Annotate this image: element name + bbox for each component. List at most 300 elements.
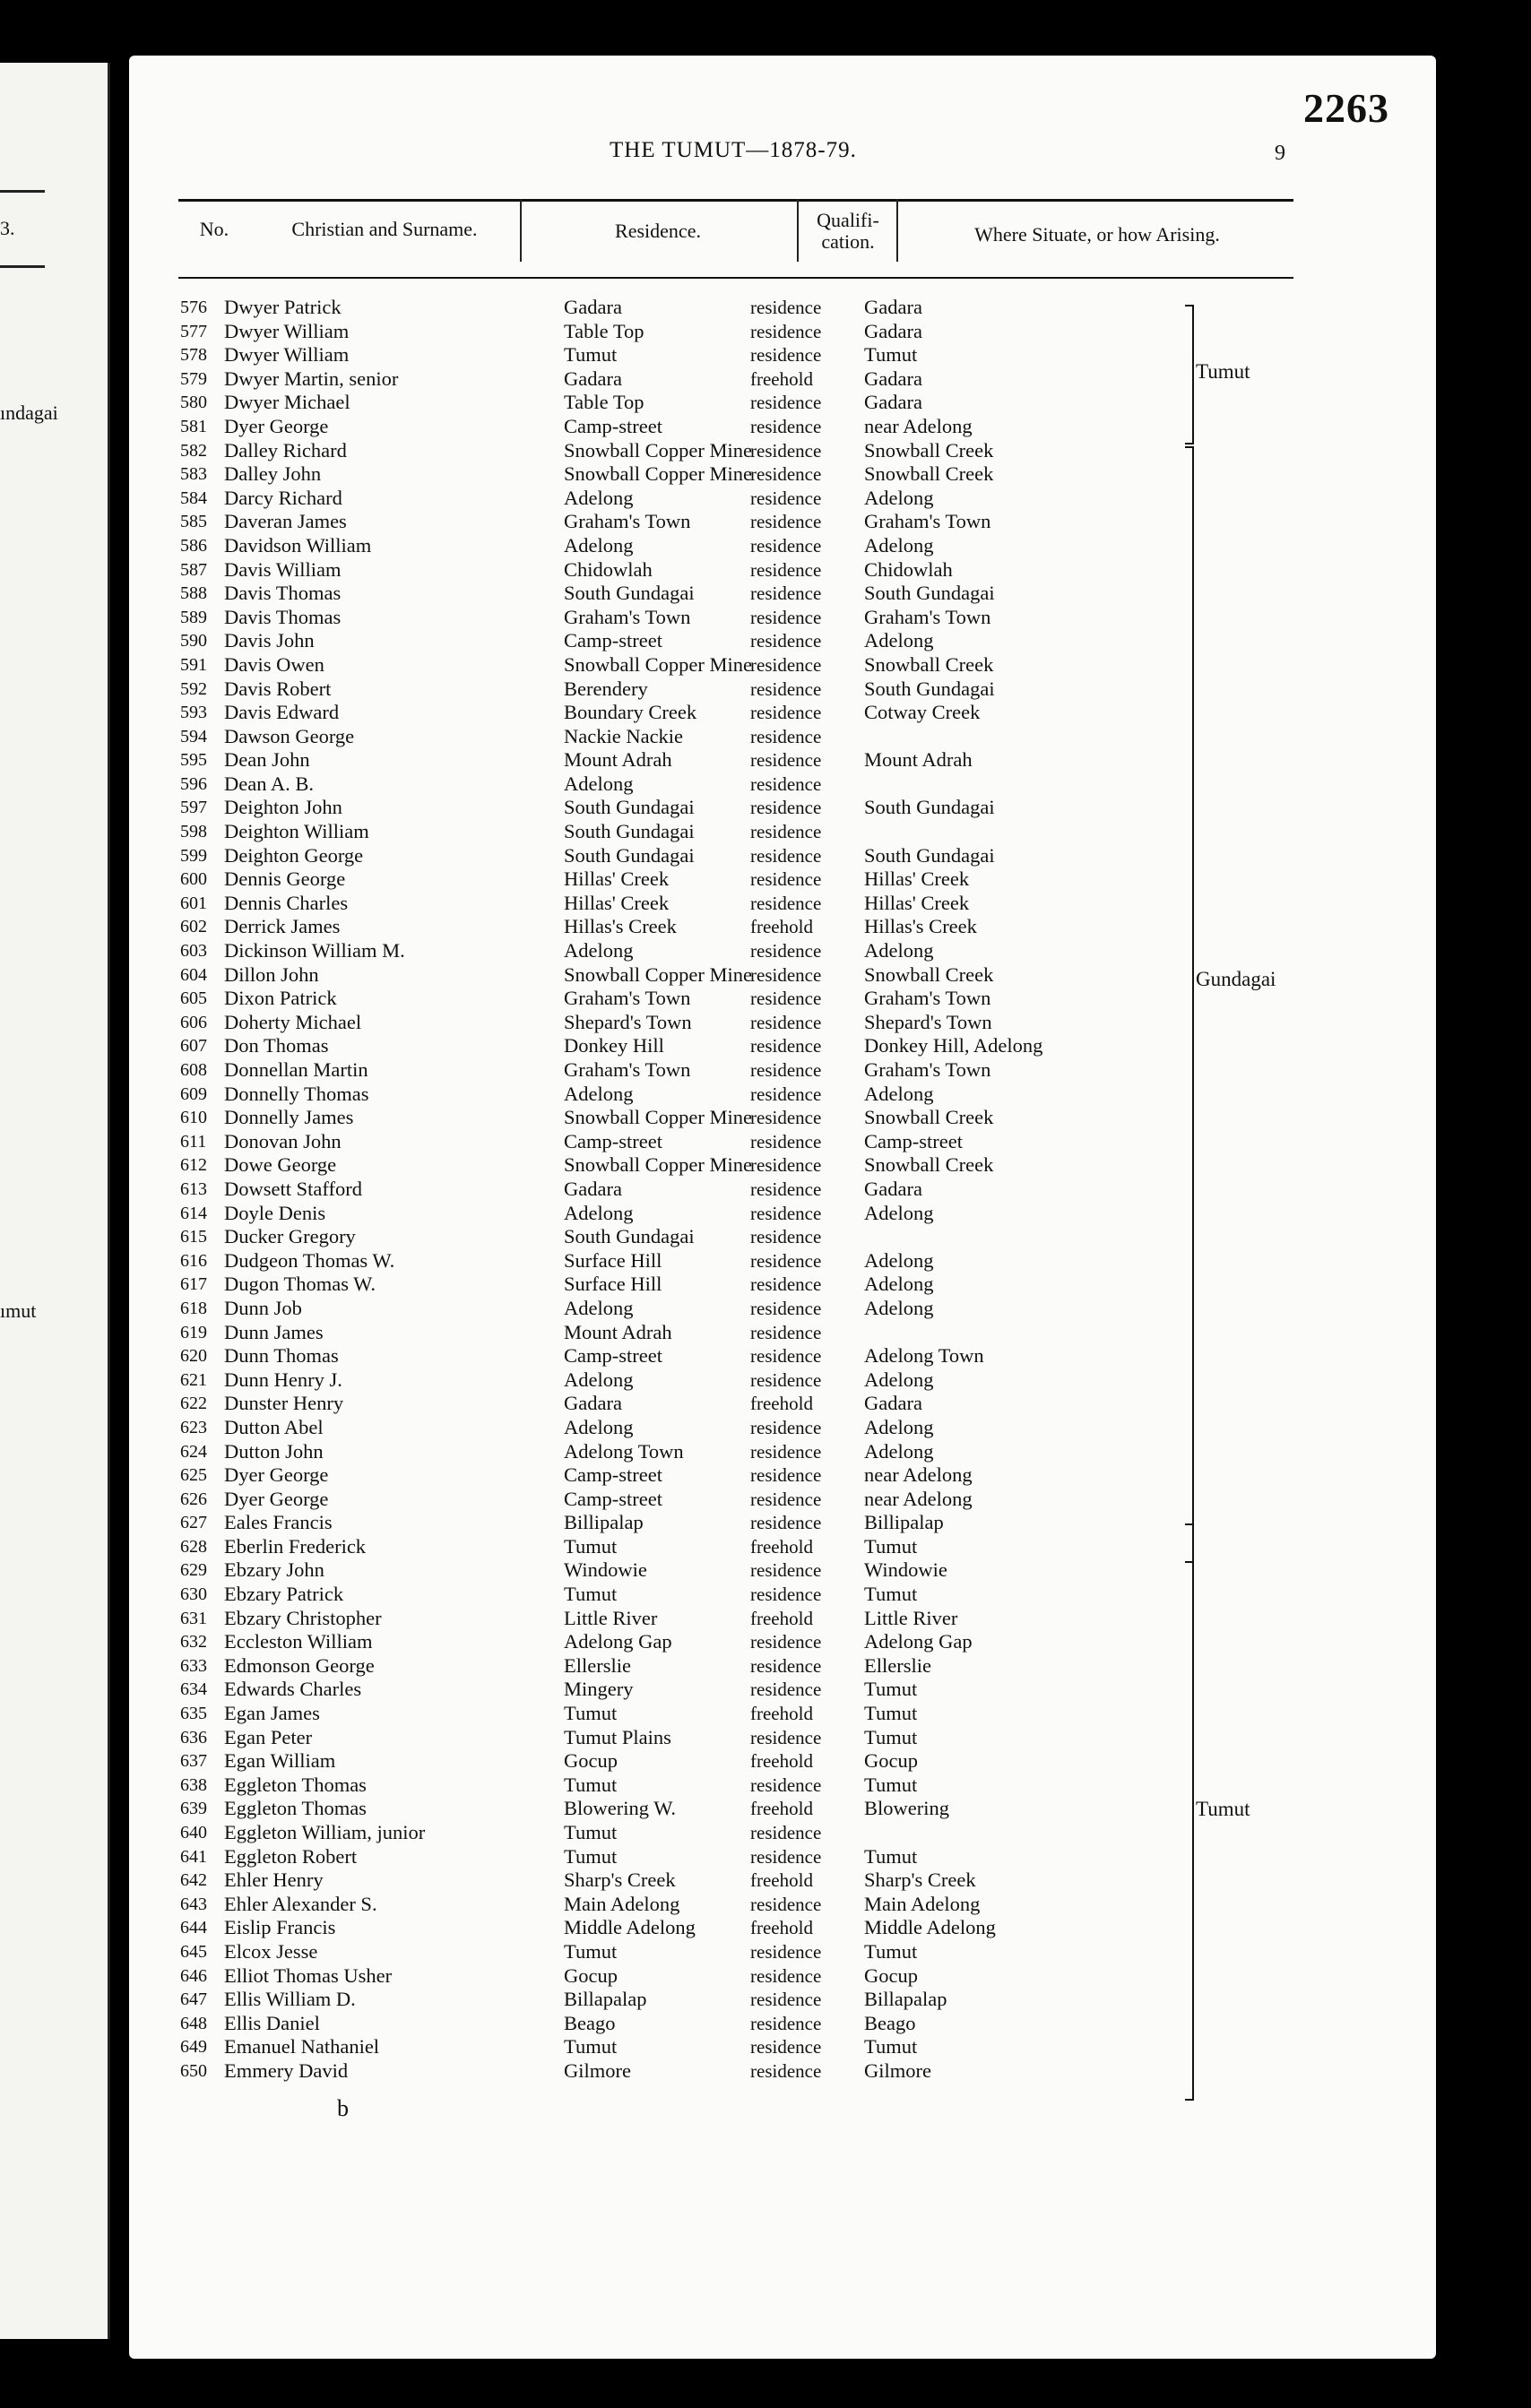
table-row (178, 1821, 1293, 1845)
entry-residence: Little River (564, 1606, 658, 1629)
entry-number: 608 (180, 1060, 207, 1080)
bracket-line (1185, 305, 1194, 444)
table-row (178, 1321, 1293, 1345)
entry-residence: Mount Adrah (564, 748, 672, 772)
entry-where-situate: Tumut (864, 1844, 918, 1868)
entry-residence: Tumut (564, 1583, 618, 1606)
entry-qualification: freehold (750, 1703, 813, 1725)
entry-qualification: residence (750, 963, 822, 986)
entry-name: Dyer George (224, 1463, 329, 1487)
entry-residence: Tumut (564, 2035, 618, 2058)
entry-qualification: residence (750, 1011, 822, 1033)
entry-where-situate: Snowball Creek (864, 1106, 994, 1129)
entry-qualification: residence (750, 1631, 822, 1653)
entry-name: Davis Robert (224, 677, 332, 700)
table-row (178, 1368, 1293, 1393)
entry-qualification: freehold (750, 1607, 813, 1629)
table-row (178, 1392, 1293, 1416)
table-row (178, 1130, 1293, 1154)
table-row (178, 1034, 1293, 1058)
entry-where-situate: Adelong (864, 533, 934, 557)
entry-number: 592 (180, 678, 207, 699)
entry-name: Derrick James (224, 915, 341, 938)
entry-where-situate: South Gundagai (864, 843, 995, 867)
table-row (178, 1964, 1293, 1989)
entry-number: 618 (180, 1298, 207, 1318)
entry-number: 582 (180, 440, 207, 461)
table-row (178, 1583, 1293, 1607)
entry-name: Eggleton Thomas (224, 1773, 367, 1796)
entry-where-situate: Adelong (864, 1439, 934, 1463)
column-divider (896, 199, 898, 262)
entry-qualification: residence (750, 725, 822, 747)
entry-qualification: residence (750, 1297, 822, 1319)
table-row (178, 1988, 1293, 2012)
entry-name: Deighton George (224, 843, 364, 867)
entry-where-situate: Camp-street (864, 1129, 963, 1152)
entry-residence: Tumut (564, 343, 618, 367)
column-header-residence: Residence. (615, 220, 701, 242)
entry-qualification: freehold (750, 367, 813, 390)
entry-number: 588 (180, 583, 207, 604)
entry-number: 625 (180, 1465, 207, 1486)
entry-where-situate: Hillas's Creek (864, 915, 977, 938)
entry-qualification: residence (750, 1249, 822, 1272)
entry-name: Doyle Denis (224, 1201, 326, 1224)
entry-qualification: residence (750, 344, 822, 367)
entry-residence: Snowball Copper Mine (564, 1153, 752, 1177)
entry-qualification: residence (750, 2012, 822, 2034)
entry-residence: Donkey Hill (564, 1034, 664, 1057)
left-page-fragment: 3. (0, 217, 15, 239)
entry-residence: Table Top (564, 319, 644, 342)
entry-where-situate: Adelong (864, 1296, 934, 1319)
entry-residence: Tumut (564, 1773, 618, 1796)
entry-where-situate: Tumut (864, 2035, 918, 2058)
entry-where-situate: Gadara (864, 391, 922, 414)
entry-qualification: residence (750, 1226, 822, 1248)
entry-number: 624 (180, 1441, 207, 1462)
entry-where-situate: Chidowlah (864, 557, 953, 581)
entry-residence: Camp-street (564, 1129, 662, 1152)
entry-qualification: residence (750, 1488, 822, 1510)
entry-where-situate: Tumut (864, 1678, 918, 1701)
entry-qualification: residence (750, 821, 822, 843)
table-row (178, 748, 1293, 772)
entry-qualification: freehold (750, 1869, 813, 1892)
entry-number: 637 (180, 1751, 207, 1772)
entry-qualification: residence (750, 558, 822, 581)
entry-name: Dunn Job (224, 1296, 302, 1319)
table-row (178, 796, 1293, 820)
entry-residence: Tumut (564, 1702, 618, 1725)
table-row (178, 820, 1293, 844)
entry-qualification: residence (750, 1130, 822, 1152)
table-row (178, 1774, 1293, 1798)
entry-residence: Graham's Town (564, 510, 691, 533)
entry-qualification: residence (750, 1822, 822, 1843)
entry-number: 641 (180, 1846, 207, 1867)
entry-number: 600 (180, 869, 207, 890)
entry-residence: Hillas' Creek (564, 891, 670, 914)
entry-number: 589 (180, 607, 207, 627)
entry-qualification: residence (750, 1321, 822, 1343)
entry-residence: Gadara (564, 296, 622, 318)
entry-residence: Tumut (564, 1844, 618, 1868)
entry-number: 643 (180, 1894, 207, 1914)
entry-qualification: residence (750, 1083, 822, 1105)
table-row (178, 582, 1293, 606)
entry-number: 598 (180, 822, 207, 842)
entry-name: Davis John (224, 629, 315, 652)
table-row (178, 1558, 1293, 1583)
entry-where-situate: Windowie (864, 1558, 947, 1582)
entry-where-situate: South Gundagai (864, 677, 995, 700)
table-row (178, 1869, 1293, 1893)
entry-residence: Ellerslie (564, 1653, 631, 1677)
entry-number: 594 (180, 726, 207, 747)
entry-name: Ehler Alexander S. (224, 1892, 377, 1915)
entry-number: 581 (180, 416, 207, 436)
table-row (178, 462, 1293, 487)
table-row (178, 2035, 1293, 2059)
entry-name: Dowsett Stafford (224, 1177, 362, 1200)
entry-residence: Gadara (564, 367, 622, 390)
table-row (178, 2059, 1293, 2084)
entry-name: Dawson George (224, 724, 355, 747)
table-row (178, 1273, 1293, 1297)
entry-residence: Graham's Town (564, 605, 691, 628)
table-row (178, 963, 1293, 988)
entry-qualification: residence (750, 1416, 822, 1438)
entry-name: Dunster Henry (224, 1392, 344, 1415)
entry-where-situate: Tumut (864, 1583, 918, 1606)
bracket-line (1185, 1523, 1194, 2101)
entry-number: 590 (180, 631, 207, 652)
table-row (178, 1940, 1293, 1964)
entry-where-situate: Gadara (864, 367, 922, 390)
entry-number: 609 (180, 1083, 207, 1104)
entry-number: 576 (180, 298, 207, 317)
entry-residence: Adelong (564, 1368, 634, 1391)
table-row (178, 1463, 1293, 1488)
document-page (129, 56, 1436, 2359)
entry-qualification: freehold (750, 1917, 813, 1939)
entry-number: 596 (180, 773, 207, 794)
entry-number: 583 (180, 464, 207, 485)
entry-name: Eggleton Robert (224, 1844, 358, 1868)
entry-number: 603 (180, 941, 207, 962)
table-row (178, 1011, 1293, 1035)
entry-number: 595 (180, 750, 207, 771)
table-row (178, 1440, 1293, 1464)
table-row (178, 1178, 1293, 1202)
entry-number: 627 (180, 1513, 207, 1533)
entry-number: 638 (180, 1774, 207, 1795)
entry-where-situate: Adelong Town (864, 1344, 984, 1368)
table-row (178, 678, 1293, 702)
entry-where-situate: Gadara (864, 1392, 922, 1415)
entry-qualification: residence (750, 1107, 822, 1129)
entry-number: 578 (180, 345, 207, 366)
entry-number: 639 (180, 1799, 207, 1819)
table-row (178, 1249, 1293, 1273)
entry-name: Dillon John (224, 962, 319, 986)
table-row (178, 867, 1293, 892)
entry-residence: South Gundagai (564, 843, 695, 867)
entry-name: Egan James (224, 1702, 320, 1725)
entry-qualification: residence (750, 988, 822, 1010)
entry-residence: Adelong (564, 1201, 634, 1224)
entry-name: Elcox Jesse (224, 1939, 318, 1963)
entry-residence: Beago (564, 2011, 616, 2034)
table-row (178, 1083, 1293, 1107)
table-row (178, 320, 1293, 344)
table-row (178, 510, 1293, 534)
entry-number: 634 (180, 1679, 207, 1700)
entry-qualification: residence (750, 1440, 822, 1463)
entry-name: Ehler Henry (224, 1869, 324, 1892)
entry-residence: Table Top (564, 391, 644, 414)
entry-name: Dunn Henry J. (224, 1368, 342, 1391)
entry-number: 577 (180, 321, 207, 341)
entry-name: Dutton John (224, 1439, 324, 1463)
entry-name: Elliot Thomas Usher (224, 1964, 393, 1987)
entry-name: Dunn Thomas (224, 1344, 339, 1368)
entry-residence: South Gundagai (564, 796, 695, 819)
entry-where-situate: Sharp's Creek (864, 1869, 976, 1892)
entry-number: 597 (180, 798, 207, 818)
entry-name: Dwyer William (224, 319, 350, 342)
entry-name: Dean John (224, 748, 310, 772)
entry-name: Davis Thomas (224, 605, 342, 628)
entry-qualification: residence (750, 463, 822, 486)
entry-qualification: residence (750, 392, 822, 414)
entry-where-situate: Hillas' Creek (864, 891, 970, 914)
entry-residence: Adelong (564, 1415, 634, 1438)
entry-name: Ebzary Christopher (224, 1606, 382, 1629)
entry-name: Deighton William (224, 820, 369, 843)
entry-where-situate: Snowball Creek (864, 652, 994, 676)
entry-number: 617 (180, 1274, 207, 1295)
entry-residence: Mount Adrah (564, 1320, 672, 1343)
entry-where-situate: Adelong (864, 629, 934, 652)
left-page-fragment: ındagai (0, 401, 58, 424)
entry-residence: Snowball Copper Mine (564, 1106, 752, 1129)
entry-where-situate: Tumut (864, 1773, 918, 1796)
entry-name: Dennis Charles (224, 891, 349, 914)
entry-qualification: residence (750, 797, 822, 819)
entry-qualification: residence (750, 1512, 822, 1534)
entry-where-situate: Ellerslie (864, 1653, 931, 1677)
table-row (178, 1726, 1293, 1750)
entry-where-situate: Adelong (864, 939, 934, 962)
table-row (178, 1845, 1293, 1869)
entry-name: Ebzary John (224, 1558, 324, 1582)
entry-residence: South Gundagai (564, 582, 695, 605)
entry-name: Don Thomas (224, 1034, 329, 1057)
table-row (178, 1106, 1293, 1130)
entry-qualification: residence (750, 1940, 822, 1963)
entry-qualification: residence (750, 653, 822, 676)
entry-name: Deighton John (224, 796, 342, 819)
entry-name: Egan William (224, 1749, 336, 1773)
entry-residence: Snowball Copper Mine (564, 438, 752, 462)
entry-qualification: residence (750, 297, 822, 318)
column-divider (797, 199, 799, 262)
entry-where-situate: Adelong (864, 1415, 934, 1438)
column-divider (520, 199, 522, 262)
entry-residence: Snowball Copper Mine (564, 462, 752, 486)
entry-residence: Snowball Copper Mine (564, 962, 752, 986)
entry-qualification: freehold (750, 916, 813, 938)
entry-residence: Camp-street (564, 629, 662, 652)
entry-residence: Snowball Copper Mine (564, 652, 752, 676)
table-row (178, 892, 1293, 916)
entry-name: Donnelly James (224, 1106, 354, 1129)
district-label: Tumut (1196, 1798, 1250, 1820)
entry-residence: Berendery (564, 677, 648, 700)
entry-name: Ellis William D. (224, 1988, 356, 2011)
entry-number: 604 (180, 964, 207, 985)
entry-name: Davis Owen (224, 652, 324, 676)
district-label: Tumut (1196, 360, 1250, 383)
entry-residence: Hillas' Creek (564, 867, 670, 891)
entry-qualification: residence (750, 1368, 822, 1391)
entry-qualification: residence (750, 2059, 822, 2082)
header-top-rule (178, 199, 1293, 202)
entry-qualification: residence (750, 678, 822, 700)
entry-number: 611 (180, 1131, 207, 1152)
entry-number: 632 (180, 1632, 207, 1653)
entry-name: Eberlin Frederick (224, 1534, 367, 1558)
entry-number: 599 (180, 845, 207, 866)
entry-number: 607 (180, 1036, 207, 1057)
entry-number: 601 (180, 893, 207, 913)
entry-name: Emanuel Nathaniel (224, 2035, 380, 2058)
entry-name: Dalley John (224, 462, 322, 486)
entry-where-situate: Beago (864, 2011, 916, 2034)
entry-qualification: residence (750, 1893, 822, 1915)
entry-where-situate: Gadara (864, 1177, 922, 1200)
entry-number: 610 (180, 1108, 207, 1128)
entry-residence: Surface Hill (564, 1273, 662, 1296)
entry-qualification: residence (750, 1654, 822, 1677)
entry-residence: Billapalap (564, 1988, 647, 2011)
page-title: THE TUMUT—1878-79. (610, 138, 857, 162)
table-row (178, 1202, 1293, 1226)
entry-where-situate: Graham's Town (864, 987, 991, 1010)
entry-where-situate: Tumut (864, 1939, 918, 1963)
entry-name: Dwyer William (224, 343, 350, 367)
entry-qualification: residence (750, 630, 822, 652)
entry-where-situate: Adelong (864, 1273, 934, 1296)
column-header-no: No. (199, 218, 229, 240)
entry-residence: Nackie Nackie (564, 724, 684, 747)
entry-number: 614 (180, 1203, 207, 1223)
entry-where-situate: Tumut (864, 1534, 918, 1558)
entry-qualification: residence (750, 1774, 822, 1796)
entry-residence: Adelong Town (564, 1439, 684, 1463)
table-row (178, 296, 1293, 320)
entry-number: 612 (180, 1155, 207, 1176)
entry-name: Dickinson William M. (224, 939, 405, 962)
entry-residence: Adelong (564, 772, 634, 795)
entry-qualification: residence (750, 1202, 822, 1224)
table-row (178, 939, 1293, 963)
table-row (178, 606, 1293, 630)
entry-number: 646 (180, 1965, 207, 1986)
entry-residence: Billipalap (564, 1511, 644, 1534)
entry-residence: Camp-street (564, 1487, 662, 1510)
entry-name: Dwyer Patrick (224, 296, 342, 318)
entry-residence: Tumut (564, 1821, 618, 1843)
entry-residence: Blowering W. (564, 1797, 677, 1820)
entry-name: Dwyer Martin, senior (224, 367, 399, 390)
entry-where-situate: Tumut (864, 1725, 918, 1748)
entry-qualification: residence (750, 772, 822, 795)
entry-residence: South Gundagai (564, 820, 695, 843)
entry-residence: Camp-street (564, 1463, 662, 1487)
entry-qualification: residence (750, 320, 822, 342)
entry-number: 585 (180, 512, 207, 532)
entry-number: 649 (180, 2037, 207, 2058)
entry-number: 593 (180, 703, 207, 723)
table-row (178, 415, 1293, 439)
entry-where-situate: Gilmore (864, 2058, 931, 2082)
entry-name: Eccleston William (224, 1630, 373, 1653)
entry-name: Davidson William (224, 533, 372, 557)
entry-number: 613 (180, 1178, 207, 1199)
entry-qualification: residence (750, 1273, 822, 1296)
entry-residence: Adelong (564, 533, 634, 557)
table-row (178, 1678, 1293, 1702)
entry-number: 642 (180, 1870, 207, 1891)
entry-number: 631 (180, 1608, 207, 1628)
entry-qualification: freehold (750, 1393, 813, 1415)
entry-number: 635 (180, 1704, 207, 1724)
entry-residence: Graham's Town (564, 1058, 691, 1081)
entry-number: 621 (180, 1369, 207, 1390)
entry-qualification: residence (750, 1059, 822, 1081)
entry-number: 644 (180, 1918, 207, 1938)
entry-name: Dugon Thomas W. (224, 1273, 376, 1296)
entry-name: Dean A. B. (224, 772, 314, 795)
table-row (178, 1535, 1293, 1559)
table-row (178, 343, 1293, 367)
entry-qualification: residence (750, 1345, 822, 1368)
left-page-rule (0, 265, 45, 268)
entry-residence: Surface Hill (564, 1248, 662, 1272)
entry-number: 605 (180, 988, 207, 1009)
table-row (178, 915, 1293, 939)
entry-qualification: residence (750, 534, 822, 557)
entry-residence: Sharp's Creek (564, 1869, 676, 1892)
entry-name: Dennis George (224, 867, 346, 891)
entry-number: 650 (180, 2060, 207, 2081)
entry-number: 619 (180, 1322, 207, 1342)
table-row (178, 1297, 1293, 1321)
entry-name: Donnellan Martin (224, 1058, 368, 1081)
district-label: Gundagai (1196, 968, 1276, 990)
table-row (178, 1344, 1293, 1368)
table-row (178, 987, 1293, 1011)
entry-name: Dwyer Michael (224, 391, 350, 414)
entry-where-situate: Snowball Creek (864, 962, 994, 986)
entry-name: Donovan John (224, 1129, 342, 1152)
entry-where-situate: Cotway Creek (864, 701, 981, 724)
sheet-number: 9 (1275, 142, 1285, 165)
